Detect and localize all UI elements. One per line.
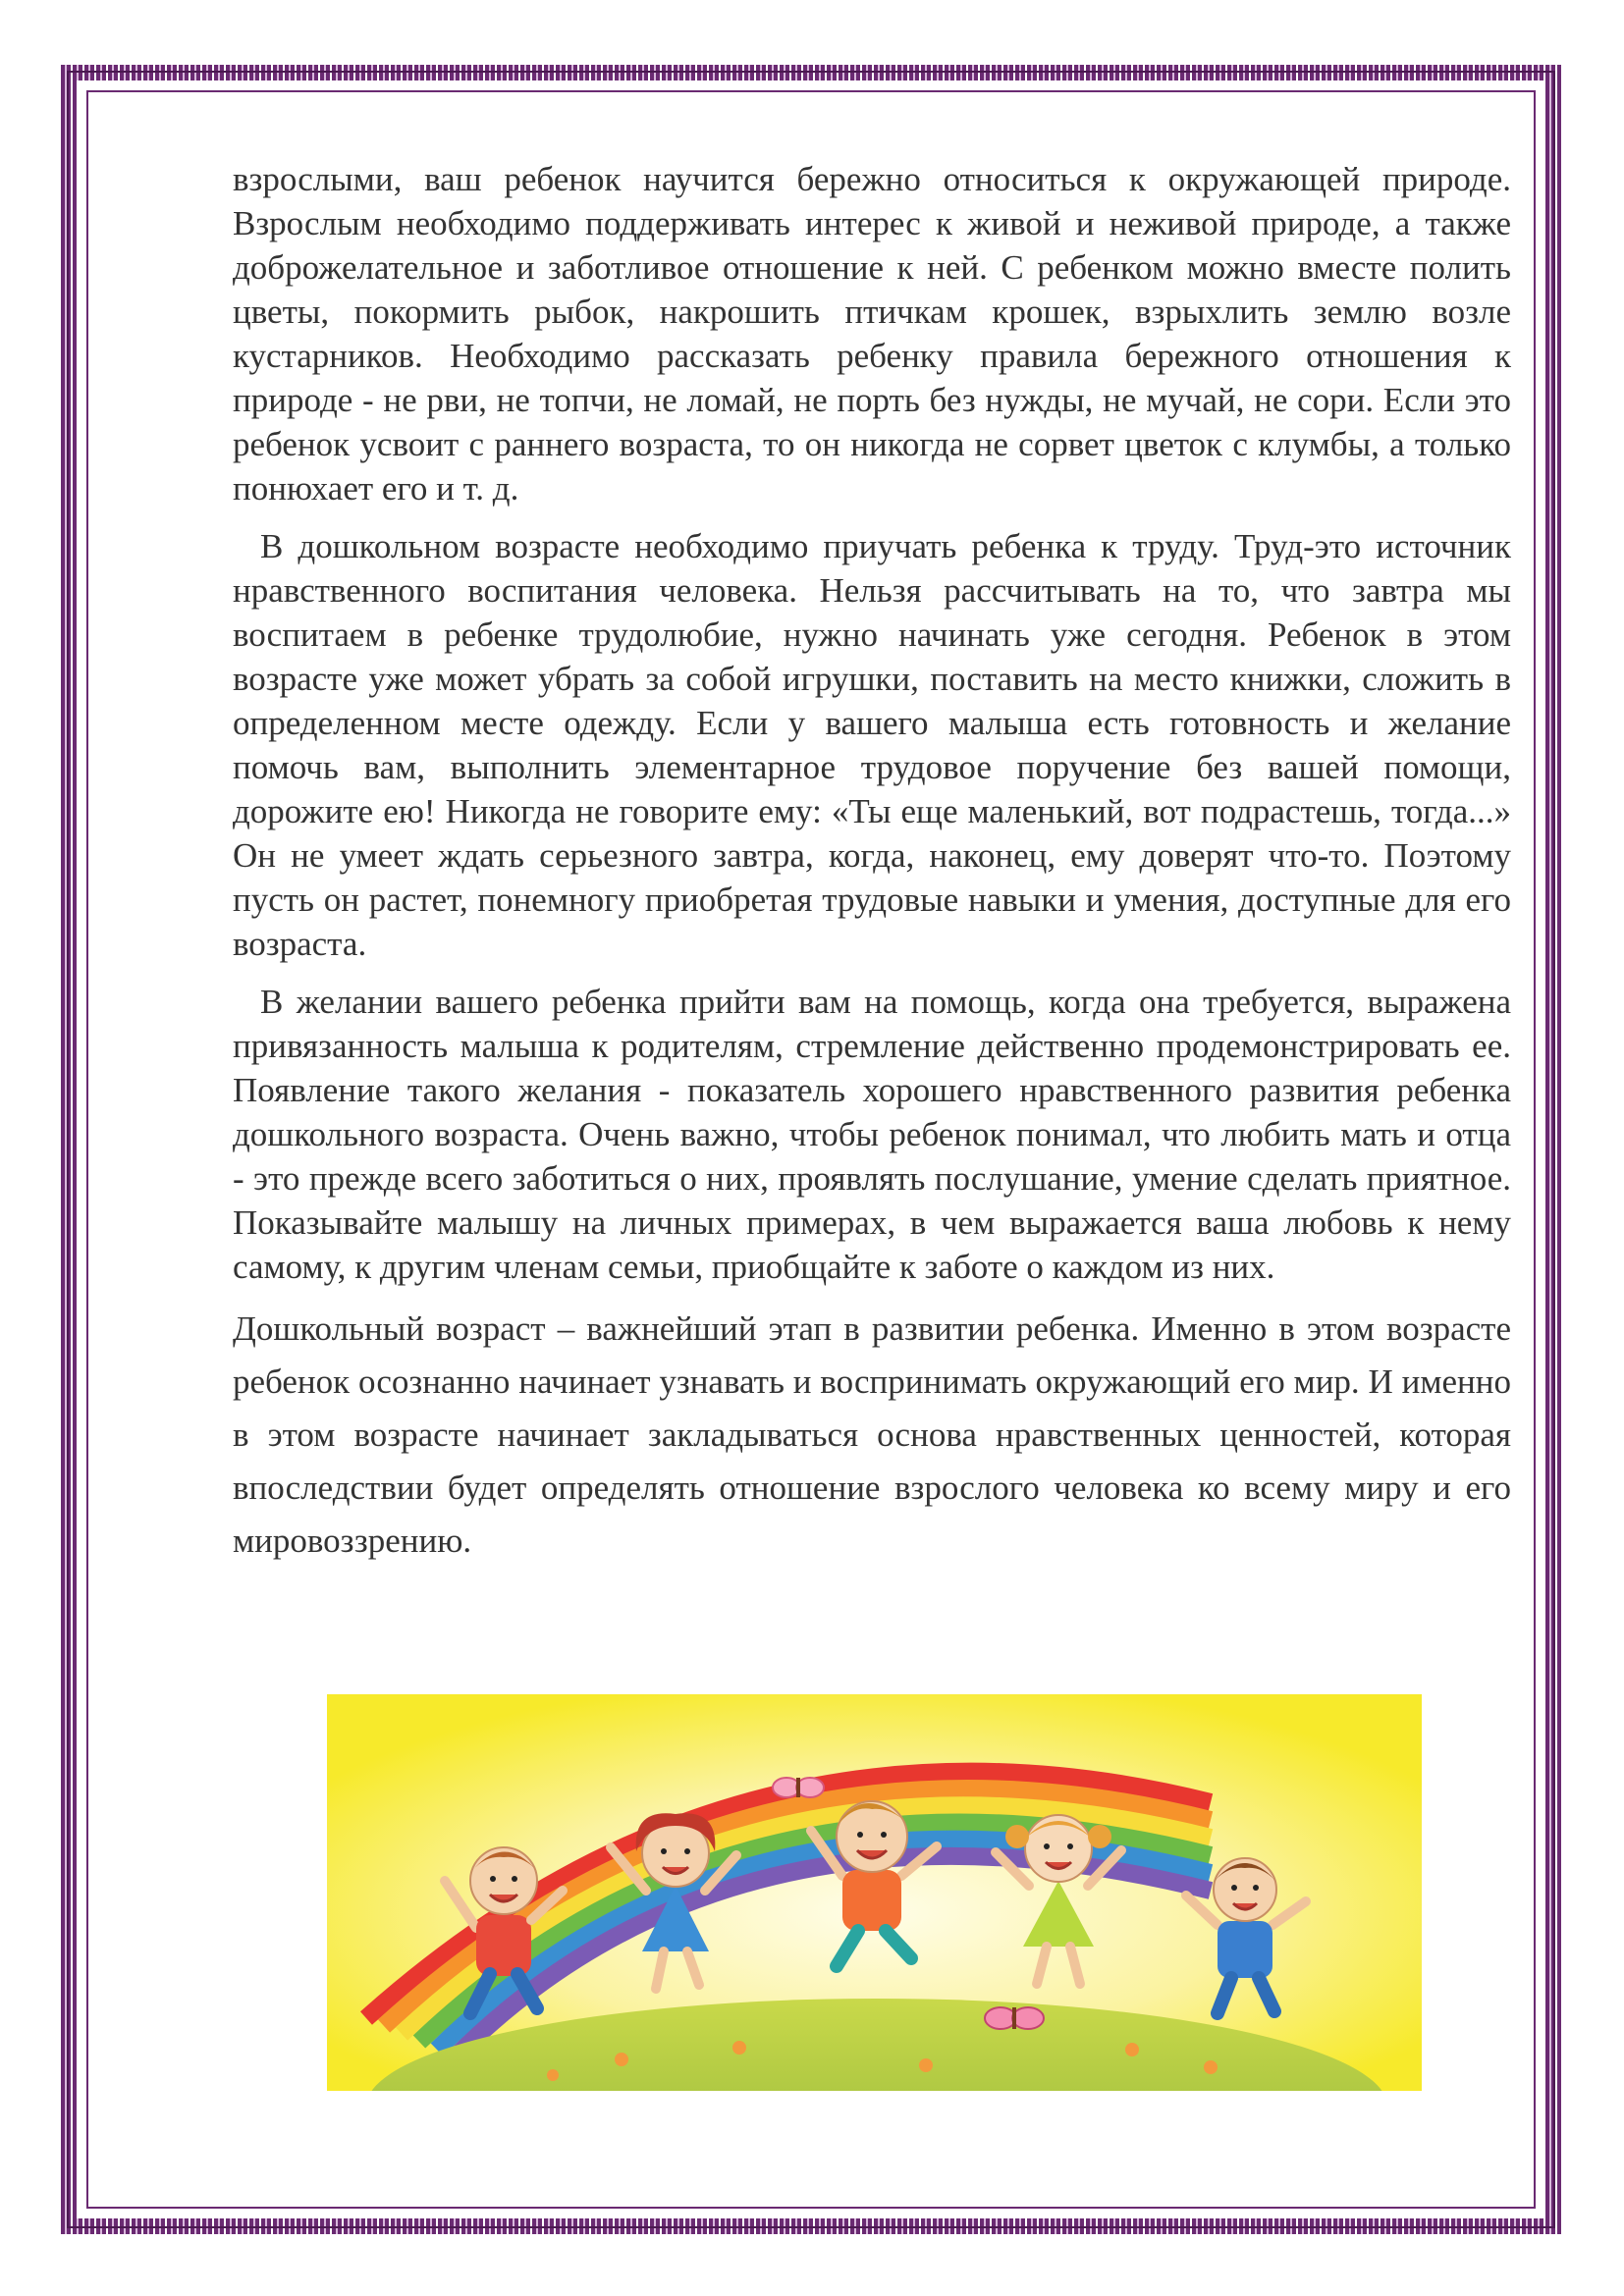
- paragraph-nature: взрослыми, ваш ребенок научится бережно относиться к окружающей природе. Взрослым необходимо поддерживать интерес к живой и неживой природе, а также доброжелательное и заботливое отношение к ней. С ребенком можно вместе полить цветы, покормить рыбок, накрошить птичкам крошек, взрыхлить землю возле кустарников. Необходимо рассказать ребенку правила бережного отношения к природе - не рви, не топчи, не ломай, не порть без нужды, не мучай, не сори. Если это ребенок усвоит с раннего возраста, то он никогда не сорвет цветок с клумбы, а только понюхает его и т. д.: [233, 160, 1511, 507]
- paragraph-labor: В дошкольном возрасте необходимо приучать ребенка к труду. Труд-это источник нравственного воспитания человека. Нельзя рассчитывать на то, что завтра мы воспитаем в ребенке трудолюбие, нужно начинать уже сегодня. Ребенок в этом возрасте уже может убрать за собой игрушки, поставить на место книжки, сложить в определенном месте одежду. Если у вашего малыша есть готовность и желание помочь вам, выполнить элементарное трудовое поручение без вашей помощи, дорожите ею! Никогда не говорите ему: «Ты еще маленький, вот подрастешь, тогда...» Он не умеет ждать серьезного завтра, когда, наконец, ему доверят что-то. Поэтому пусть он растет, понемногу приобретая трудовые навыки и умения, доступные для его возраста.: [233, 527, 1511, 963]
- butterfly-top: [773, 1778, 824, 1797]
- paragraph-help: В желании вашего ребенка прийти вам на помощь, когда она требуется, выражена привязанность малыша к родителям, стремление действенно продемонстрировать ее. Появление такого желания - показатель хорошего нравственного развития ребенка дошкольного возраста. Очень важно, чтобы ребенок понимал, что любить мать и отца - это прежде всего заботиться о них, проявлять послушание, умение сделать приятное. Показывайте малышу на личных примерах, в чем выражается ваша любовь к нему самому, к другим членам семьи, приобщайте к заботе о каждом из них.: [233, 983, 1511, 1286]
- children-rainbow-illustration: [327, 1694, 1422, 2091]
- butterfly-bottom: [985, 2007, 1044, 2029]
- document-body: [233, 157, 1511, 1581]
- illustration-graphic: [327, 1694, 1422, 2091]
- paragraph-preschool-age: Дошкольный возраст – важнейший этап в развитии ребенка. Именно в этом возрасте ребенок осознанно начинает узнавать и воспринимать окружающий его мир. И именно в этом возрасте начинает закладываться основа нравственных ценностей, которая впоследствии будет определять отношение взрослого человека ко всему миру и его мировоззрению.: [233, 1309, 1511, 1560]
